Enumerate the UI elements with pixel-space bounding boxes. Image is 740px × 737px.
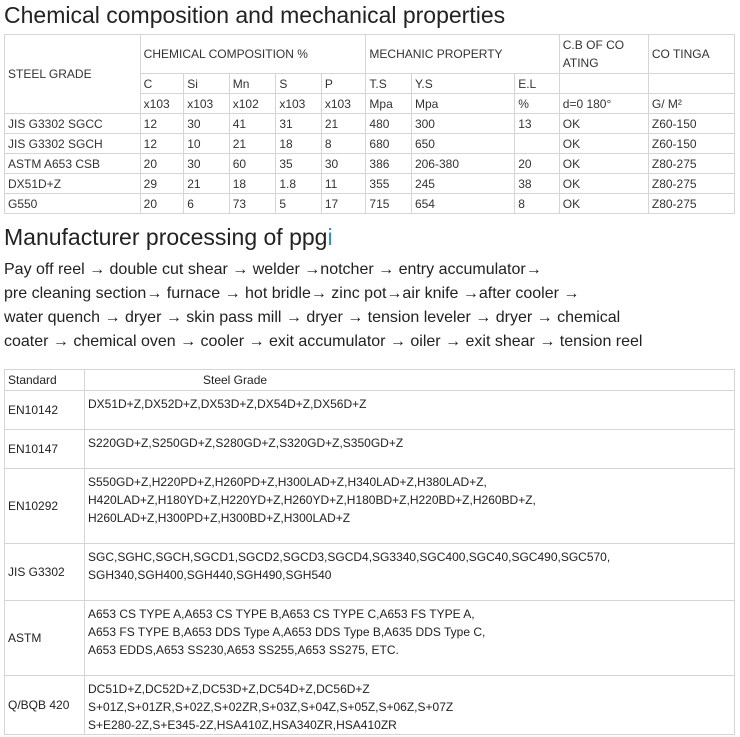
page-title: Chemical composition and mechanical properties: [4, 2, 506, 28]
table-row: [5, 174, 735, 194]
standard-cell: EN10142: [5, 391, 85, 430]
steel-grade-cell: JIS G3302 SGCH: [5, 134, 141, 154]
element-header-cell: Si: [184, 74, 230, 94]
steel-grade-cell: DX51D+Z: [5, 174, 141, 194]
value-cell: 30: [184, 114, 230, 134]
grade-line: A653 EDDS,A653 SS230,A653 SS255,A653 SS275, ETC.: [88, 643, 399, 657]
value-cell: Z60-150: [648, 114, 734, 134]
value-cell: 30: [321, 154, 366, 174]
value-cell: 38: [515, 174, 560, 194]
table-row: [5, 544, 735, 601]
table-row: [5, 154, 735, 174]
standard-cell: EN10147: [5, 430, 85, 469]
grade-line: SGH340,SGH400,SGH440,SGH490,SGH540: [88, 568, 332, 582]
value-cell: 21: [184, 174, 230, 194]
unit-cell: x103: [276, 94, 322, 114]
header-mechanic-property: MECHANIC PROPERTY: [366, 35, 559, 74]
table-row: [5, 469, 735, 544]
process-line: pre cleaning section→ furnace → hot bridle→ zinc pot→air knife →after cooler →: [4, 285, 580, 302]
grade-line: DX51D+Z,DX52D+Z,DX53D+Z,DX54D+Z,DX56D+Z: [88, 397, 367, 411]
process-flow: [4, 258, 642, 354]
value-cell: 29: [140, 174, 184, 194]
value-cell: 1.8: [276, 174, 322, 194]
value-cell: 10: [184, 134, 230, 154]
value-cell: 8: [515, 194, 560, 214]
unit-cell: d=0 180°: [559, 94, 648, 114]
table-row: [5, 194, 735, 214]
value-cell: 41: [229, 114, 276, 134]
value-cell: 5: [276, 194, 322, 214]
grade-list-cell: [85, 676, 735, 735]
table-row: [5, 601, 735, 676]
value-cell: OK: [559, 154, 648, 174]
header-steel-grade-list: Steel Grade: [85, 370, 735, 391]
section-title-accent: i: [327, 224, 333, 250]
value-cell: 355: [366, 174, 412, 194]
value-cell: 245: [411, 174, 514, 194]
element-header-cell: T.S: [366, 74, 412, 94]
value-cell: 20: [515, 154, 560, 174]
table-row: [5, 430, 735, 469]
value-cell: 6: [184, 194, 230, 214]
value-cell: 206-380: [411, 154, 514, 174]
section-title-main: Manufacturer processing of ppg: [4, 224, 328, 250]
standard-cell: EN10292: [5, 469, 85, 544]
value-cell: Z80-275: [648, 154, 734, 174]
value-cell: 654: [411, 194, 514, 214]
grade-list-cell: [85, 391, 735, 430]
value-cell: 480: [366, 114, 412, 134]
value-cell: 30: [184, 154, 230, 174]
unit-cell: x103: [184, 94, 230, 114]
section-title: [4, 222, 333, 252]
header-coating: CO TINGA: [648, 35, 734, 74]
value-cell: Z80-275: [648, 194, 734, 214]
unit-cell: x103: [140, 94, 184, 114]
value-cell: OK: [559, 114, 648, 134]
table-row: [5, 134, 735, 154]
header-chemical-composition: CHEMICAL COMPOSITION %: [140, 35, 366, 74]
value-cell: 8: [321, 134, 366, 154]
header-steel-grade: STEEL GRADE: [5, 35, 141, 114]
grade-list-cell: [85, 430, 735, 469]
value-cell: Z60-150: [648, 134, 734, 154]
value-cell: [515, 134, 560, 154]
element-header-cell: C: [140, 74, 184, 94]
value-cell: 12: [140, 134, 184, 154]
grade-line: S+01Z,S+01ZR,S+02Z,S+02ZR,S+03Z,S+04Z,S+05Z,S+06Z,S+07Z: [88, 700, 454, 714]
unit-cell: %: [515, 94, 560, 114]
element-header-cell: P: [321, 74, 366, 94]
value-cell: 11: [321, 174, 366, 194]
value-cell: 386: [366, 154, 412, 174]
value-cell: 21: [321, 114, 366, 134]
grade-list-cell: [85, 601, 735, 676]
value-cell: 12: [140, 114, 184, 134]
grade-line: S+E280-2Z,S+E345-2Z,HSA410Z,HSA340ZR,HSA410ZR: [88, 718, 397, 732]
unit-cell: G/ M²: [648, 94, 734, 114]
standard-cell: ASTM: [5, 601, 85, 676]
grade-line: SGC,SGHC,SGCH,SGCD1,SGCD2,SGCD3,SGCD4,SG3340,SGC400,SGC40,SGC490,SGC570,: [88, 550, 611, 564]
grade-line: A653 FS TYPE B,A653 DDS Type A,A653 DDS Type B,A635 DDS Type C,: [88, 625, 486, 639]
element-header-cell: S: [276, 74, 322, 94]
grade-line: H420LAD+Z,H180YD+Z,H220YD+Z,H260YD+Z,H180BD+Z,H220BD+Z,H260BD+Z,: [88, 493, 536, 507]
value-cell: 13: [515, 114, 560, 134]
value-cell: 18: [229, 174, 276, 194]
value-cell: Z80-275: [648, 174, 734, 194]
unit-cell: x102: [229, 94, 276, 114]
value-cell: 31: [276, 114, 322, 134]
unit-cell: Mpa: [366, 94, 412, 114]
standard-cell: JIS G3302: [5, 544, 85, 601]
element-header-cell: E.L: [515, 74, 560, 94]
process-line: Pay off reel → double cut shear → welder →notcher → entry accumulator→: [4, 261, 542, 278]
value-cell: 35: [276, 154, 322, 174]
value-cell: 18: [276, 134, 322, 154]
value-cell: OK: [559, 174, 648, 194]
steel-grade-cell: JIS G3302 SGCC: [5, 114, 141, 134]
value-cell: 20: [140, 154, 184, 174]
process-line: coater → chemical oven → cooler → exit accumulator → oiler → exit shear → tension reel: [4, 333, 643, 350]
grade-line: H260LAD+Z,H300PD+Z,H300BD+Z,H300LAD+Z: [88, 511, 351, 525]
properties-table: [4, 34, 735, 214]
steel-grade-cell: G550: [5, 194, 141, 214]
table-row: [5, 391, 735, 430]
unit-cell: x103: [321, 94, 366, 114]
grade-line: DC51D+Z,DC52D+Z,DC53D+Z,DC54D+Z,DC56D+Z: [88, 682, 370, 696]
value-cell: 650: [411, 134, 514, 154]
grade-list-cell: [85, 469, 735, 544]
grade-list-cell: [85, 544, 735, 601]
steel-grade-cell: ASTM A653 CSB: [5, 154, 141, 174]
element-header-cell: Mn: [229, 74, 276, 94]
element-header-cell: Y.S: [411, 74, 514, 94]
grade-line: S550GD+Z,H220PD+Z,H260PD+Z,H300LAD+Z,H340LAD+Z,H380LAD+Z,: [88, 475, 487, 489]
process-line: water quench → dryer → skin pass mill → dryer → tension leveler → dryer → chemical: [4, 309, 621, 326]
table-row: [5, 676, 735, 735]
grade-line: S220GD+Z,S250GD+Z,S280GD+Z,S320GD+Z,S350GD+Z: [88, 436, 404, 450]
value-cell: 60: [229, 154, 276, 174]
header-standard: Standard: [5, 370, 85, 391]
value-cell: 680: [366, 134, 412, 154]
standard-cell: Q/BQB 420: [5, 676, 85, 735]
value-cell: 73: [229, 194, 276, 214]
value-cell: OK: [559, 194, 648, 214]
value-cell: 17: [321, 194, 366, 214]
standards-table: [4, 369, 735, 735]
value-cell: 21: [229, 134, 276, 154]
value-cell: OK: [559, 134, 648, 154]
value-cell: 20: [140, 194, 184, 214]
unit-cell: Mpa: [411, 94, 514, 114]
value-cell: 715: [366, 194, 412, 214]
grade-line: A653 CS TYPE A,A653 CS TYPE B,A653 CS TYPE C,A653 FS TYPE A,: [88, 607, 475, 621]
table-row: [5, 114, 735, 134]
header-cb-coating: C.B OF CO ATING: [559, 35, 648, 74]
value-cell: 300: [411, 114, 514, 134]
